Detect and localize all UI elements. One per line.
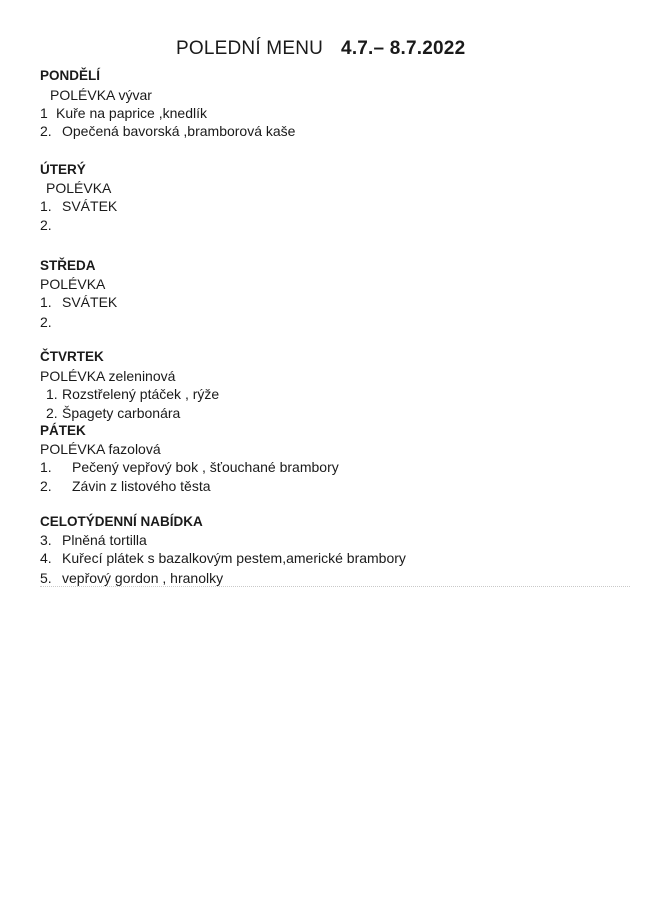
menu-item [46, 385, 219, 403]
item-number: 1. [46, 386, 58, 402]
soup-wednesday: POLÉVKA [40, 276, 106, 292]
item-number: 1. [40, 459, 52, 475]
menu-item [40, 313, 62, 331]
item-text: Rozstřelený ptáček , rýže [62, 386, 220, 402]
item-number: 2. [40, 478, 52, 494]
item-text: Opečená bavorská ,bramborová kaše [62, 123, 296, 139]
item-number: 1 [40, 105, 48, 121]
weekly-offer-heading: CELOTÝDENNÍ NABÍDKA [40, 514, 203, 529]
title-text: POLEDNÍ MENU [176, 38, 324, 59]
day-heading-wednesday: STŘEDA [40, 258, 96, 273]
menu-item [40, 104, 207, 122]
item-text: Závin z listového těsta [72, 478, 211, 494]
menu-item [40, 458, 339, 476]
item-number: 2. [40, 314, 52, 330]
day-heading-thursday: ČTVRTEK [40, 349, 104, 364]
title-dates: 4.7.– 8.7.2022 [341, 38, 466, 59]
cut-off-line [40, 586, 630, 587]
item-number: 2. [40, 217, 52, 233]
item-number: 1. [40, 198, 52, 214]
item-text: Kuře na paprice ,knedlík [56, 105, 207, 121]
menu-item [40, 293, 117, 311]
item-number: 4. [40, 550, 52, 566]
item-text: Špagety carbonára [62, 405, 181, 421]
day-heading-friday: PÁTEK [40, 423, 86, 438]
item-number: 3. [40, 532, 52, 548]
soup-tuesday: POLÉVKA [46, 180, 112, 196]
soup-friday: POLÉVKA fazolová [40, 441, 161, 457]
item-number: 5. [40, 570, 52, 586]
item-number: 2. [40, 123, 52, 139]
menu-item [40, 216, 62, 234]
item-number: 1. [40, 294, 52, 310]
item-text: SVÁTEK [62, 294, 118, 310]
menu-item [40, 122, 295, 140]
soup-monday: POLÉVKA vývar [50, 87, 152, 103]
menu-item [40, 531, 147, 549]
item-text: Kuřecí plátek s bazalkovým pestem,americké brambory [62, 550, 406, 566]
soup-thursday: POLÉVKA zeleninová [40, 368, 176, 384]
item-text: Plněná tortilla [62, 532, 147, 548]
menu-item [40, 197, 117, 215]
menu-item [40, 569, 223, 587]
menu-item [46, 404, 180, 422]
menu-item [40, 549, 406, 567]
day-heading-monday: PONDĚLÍ [40, 68, 101, 83]
page-title [176, 38, 465, 60]
item-text: vepřový gordon , hranolky [62, 570, 224, 586]
item-number: 2. [46, 405, 58, 421]
item-text: Pečený vepřový bok , šťouchané brambory [72, 459, 339, 475]
day-heading-tuesday: ÚTERÝ [40, 162, 86, 177]
menu-item [40, 477, 211, 495]
item-text: SVÁTEK [62, 198, 118, 214]
